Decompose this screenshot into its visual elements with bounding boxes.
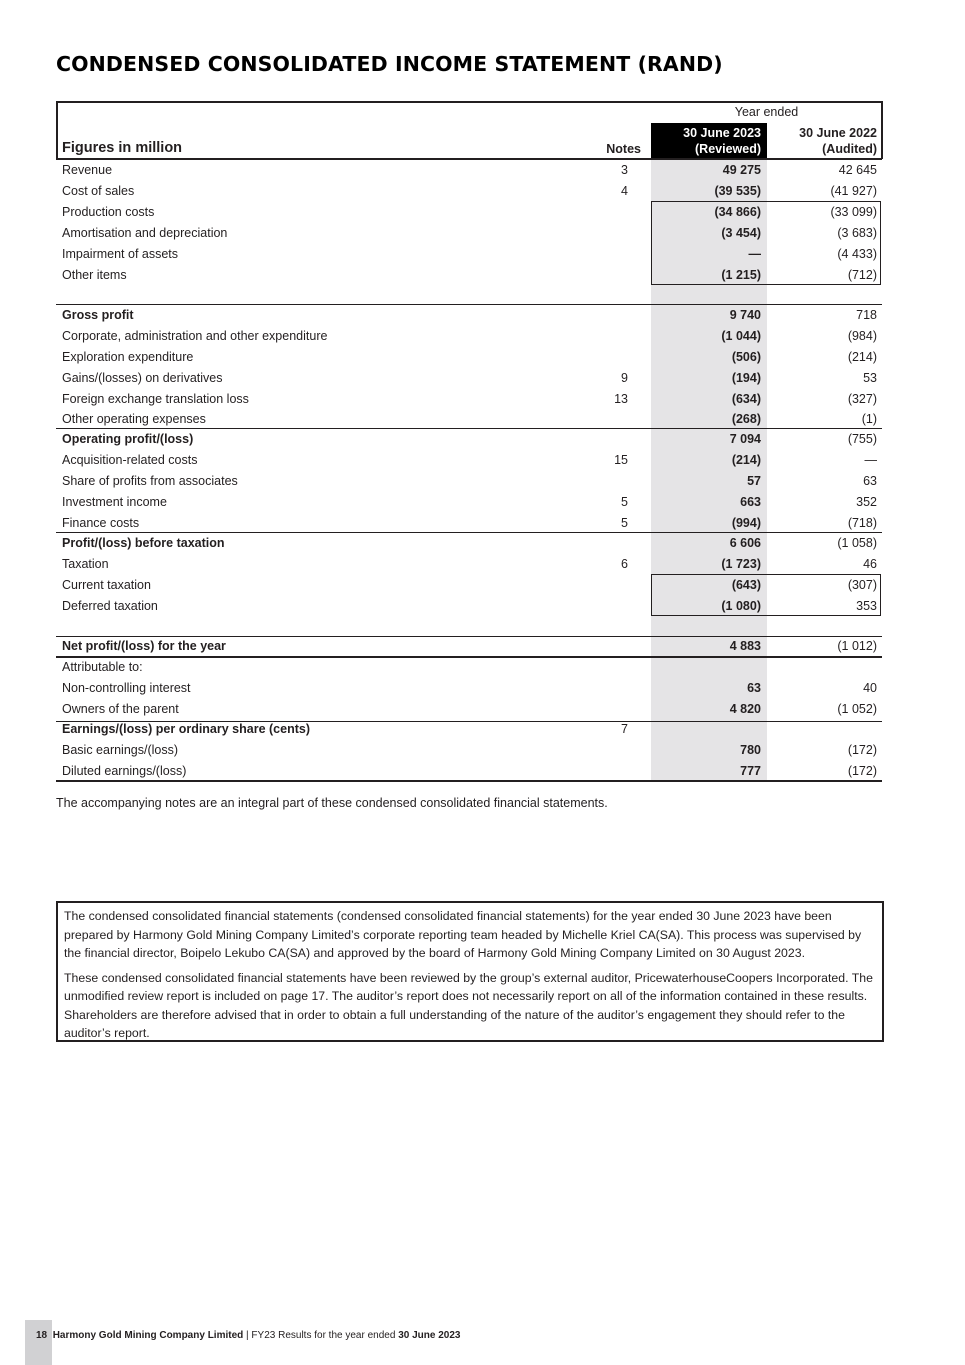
table-row: Amortisation and depreciation (3 454) (3 683) xyxy=(62,226,877,240)
table-row: Production costs (34 866) (33 099) xyxy=(62,205,877,219)
table-row: Operating profit/(loss) 7 094 (755) xyxy=(62,432,877,446)
table-row: Impairment of assets — (4 433) xyxy=(62,247,877,261)
table-row: Gross profit 9 740 718 xyxy=(62,308,877,322)
table-row: Other operating expenses (268) (1) xyxy=(62,412,877,426)
table-row: Taxation 6 (1 723) 46 xyxy=(62,557,877,571)
table-row: Current taxation (643) (307) xyxy=(62,578,877,592)
table-row: Foreign exchange translation loss 13 (634) (327) xyxy=(62,392,877,406)
notes-column-heading: Notes xyxy=(606,142,641,156)
footer-date: 30 June 2023 xyxy=(398,1330,461,1341)
accompanying-notes-statement: The accompanying notes are an integral part of these condensed consolidated financial statements. xyxy=(56,796,608,810)
table-row: Non-controlling interest 63 40 xyxy=(62,681,877,695)
table-row: Attributable to: xyxy=(62,660,143,674)
column-2022-heading: 30 June 2022 (Audited) xyxy=(799,126,877,156)
table-row: Basic earnings/(loss) 780 (172) xyxy=(62,743,877,757)
preparation-statement-box xyxy=(56,901,884,1042)
table-row: Revenue 3 49 275 42 645 xyxy=(62,163,877,177)
footer-separator: | xyxy=(246,1330,249,1341)
table-row: Diluted earnings/(loss) 777 (172) xyxy=(62,764,877,778)
table-row: Corporate, administration and other expenditure (1 044) (984) xyxy=(62,329,877,343)
table-row: Cost of sales 4 (39 535) (41 927) xyxy=(62,184,877,198)
footer-company: Harmony Gold Mining Company Limited xyxy=(52,1330,244,1341)
header-left-border xyxy=(56,101,58,159)
table-row: Acquisition-related costs 15 (214) — xyxy=(62,453,877,467)
table-row: Profit/(loss) before taxation 6 606 (1 058) xyxy=(62,536,877,550)
figures-in-million-label: Figures in million xyxy=(62,140,183,156)
table-row: Other items (1 215) (712) xyxy=(62,268,877,282)
column-2023-heading: 30 June 2023 (Reviewed) xyxy=(683,126,761,156)
review-paragraph: These condensed consolidated financial statements have been reviewed by the group’s external auditor, PricewaterhouseCoopers Incorporated. The unmodified review report is included on page 17. The auditor’s report does not necessarily report on all of the information contained in these results. Shareholders are therefore advised that in order to obtain a full understanding of the nature of the auditor’s engagement they should refer to the auditor’s report. xyxy=(64,970,873,1040)
preparation-paragraph: The condensed consolidated financial statements (condensed consolidated financial statements) for the year ended 30 June 2023 have been prepared by Harmony Gold Mining Company Limited’s corporate reporting team headed by Michelle Kriel CA(SA). This process was supervised by the financial director, Boipelo Lekubo CA(SA) and approved by the board of Harmony Gold Mining Company Limited on 30 August 2023. xyxy=(64,909,862,960)
table-top-rule xyxy=(56,101,882,103)
footer-text: FY23 Results for the year ended xyxy=(251,1330,396,1341)
table-row: Earnings/(loss) per ordinary share (cents) 7 xyxy=(62,722,628,736)
page-footer xyxy=(36,1330,460,1341)
page-title: CONDENSED CONSOLIDATED INCOME STATEMENT (RAND) xyxy=(56,52,723,76)
table-row: Net profit/(loss) for the year 4 883 (1 012) xyxy=(62,639,877,653)
table-row: Gains/(losses) on derivatives 9 (194) 53 xyxy=(62,371,877,385)
table-row: Exploration expenditure (506) (214) xyxy=(62,350,877,364)
year-ended-heading: Year ended xyxy=(734,105,799,119)
table-row: Investment income 5 663 352 xyxy=(62,495,877,509)
page-number-tab xyxy=(25,1320,52,1365)
table-row: Share of profits from associates 57 63 xyxy=(62,474,877,488)
table-row: Owners of the parent 4 820 (1 052) xyxy=(62,702,877,716)
table-row: Finance costs 5 (994) (718) xyxy=(62,516,877,530)
table-row: Deferred taxation (1 080) 353 xyxy=(62,599,877,613)
page-number: 18 xyxy=(36,1330,48,1341)
